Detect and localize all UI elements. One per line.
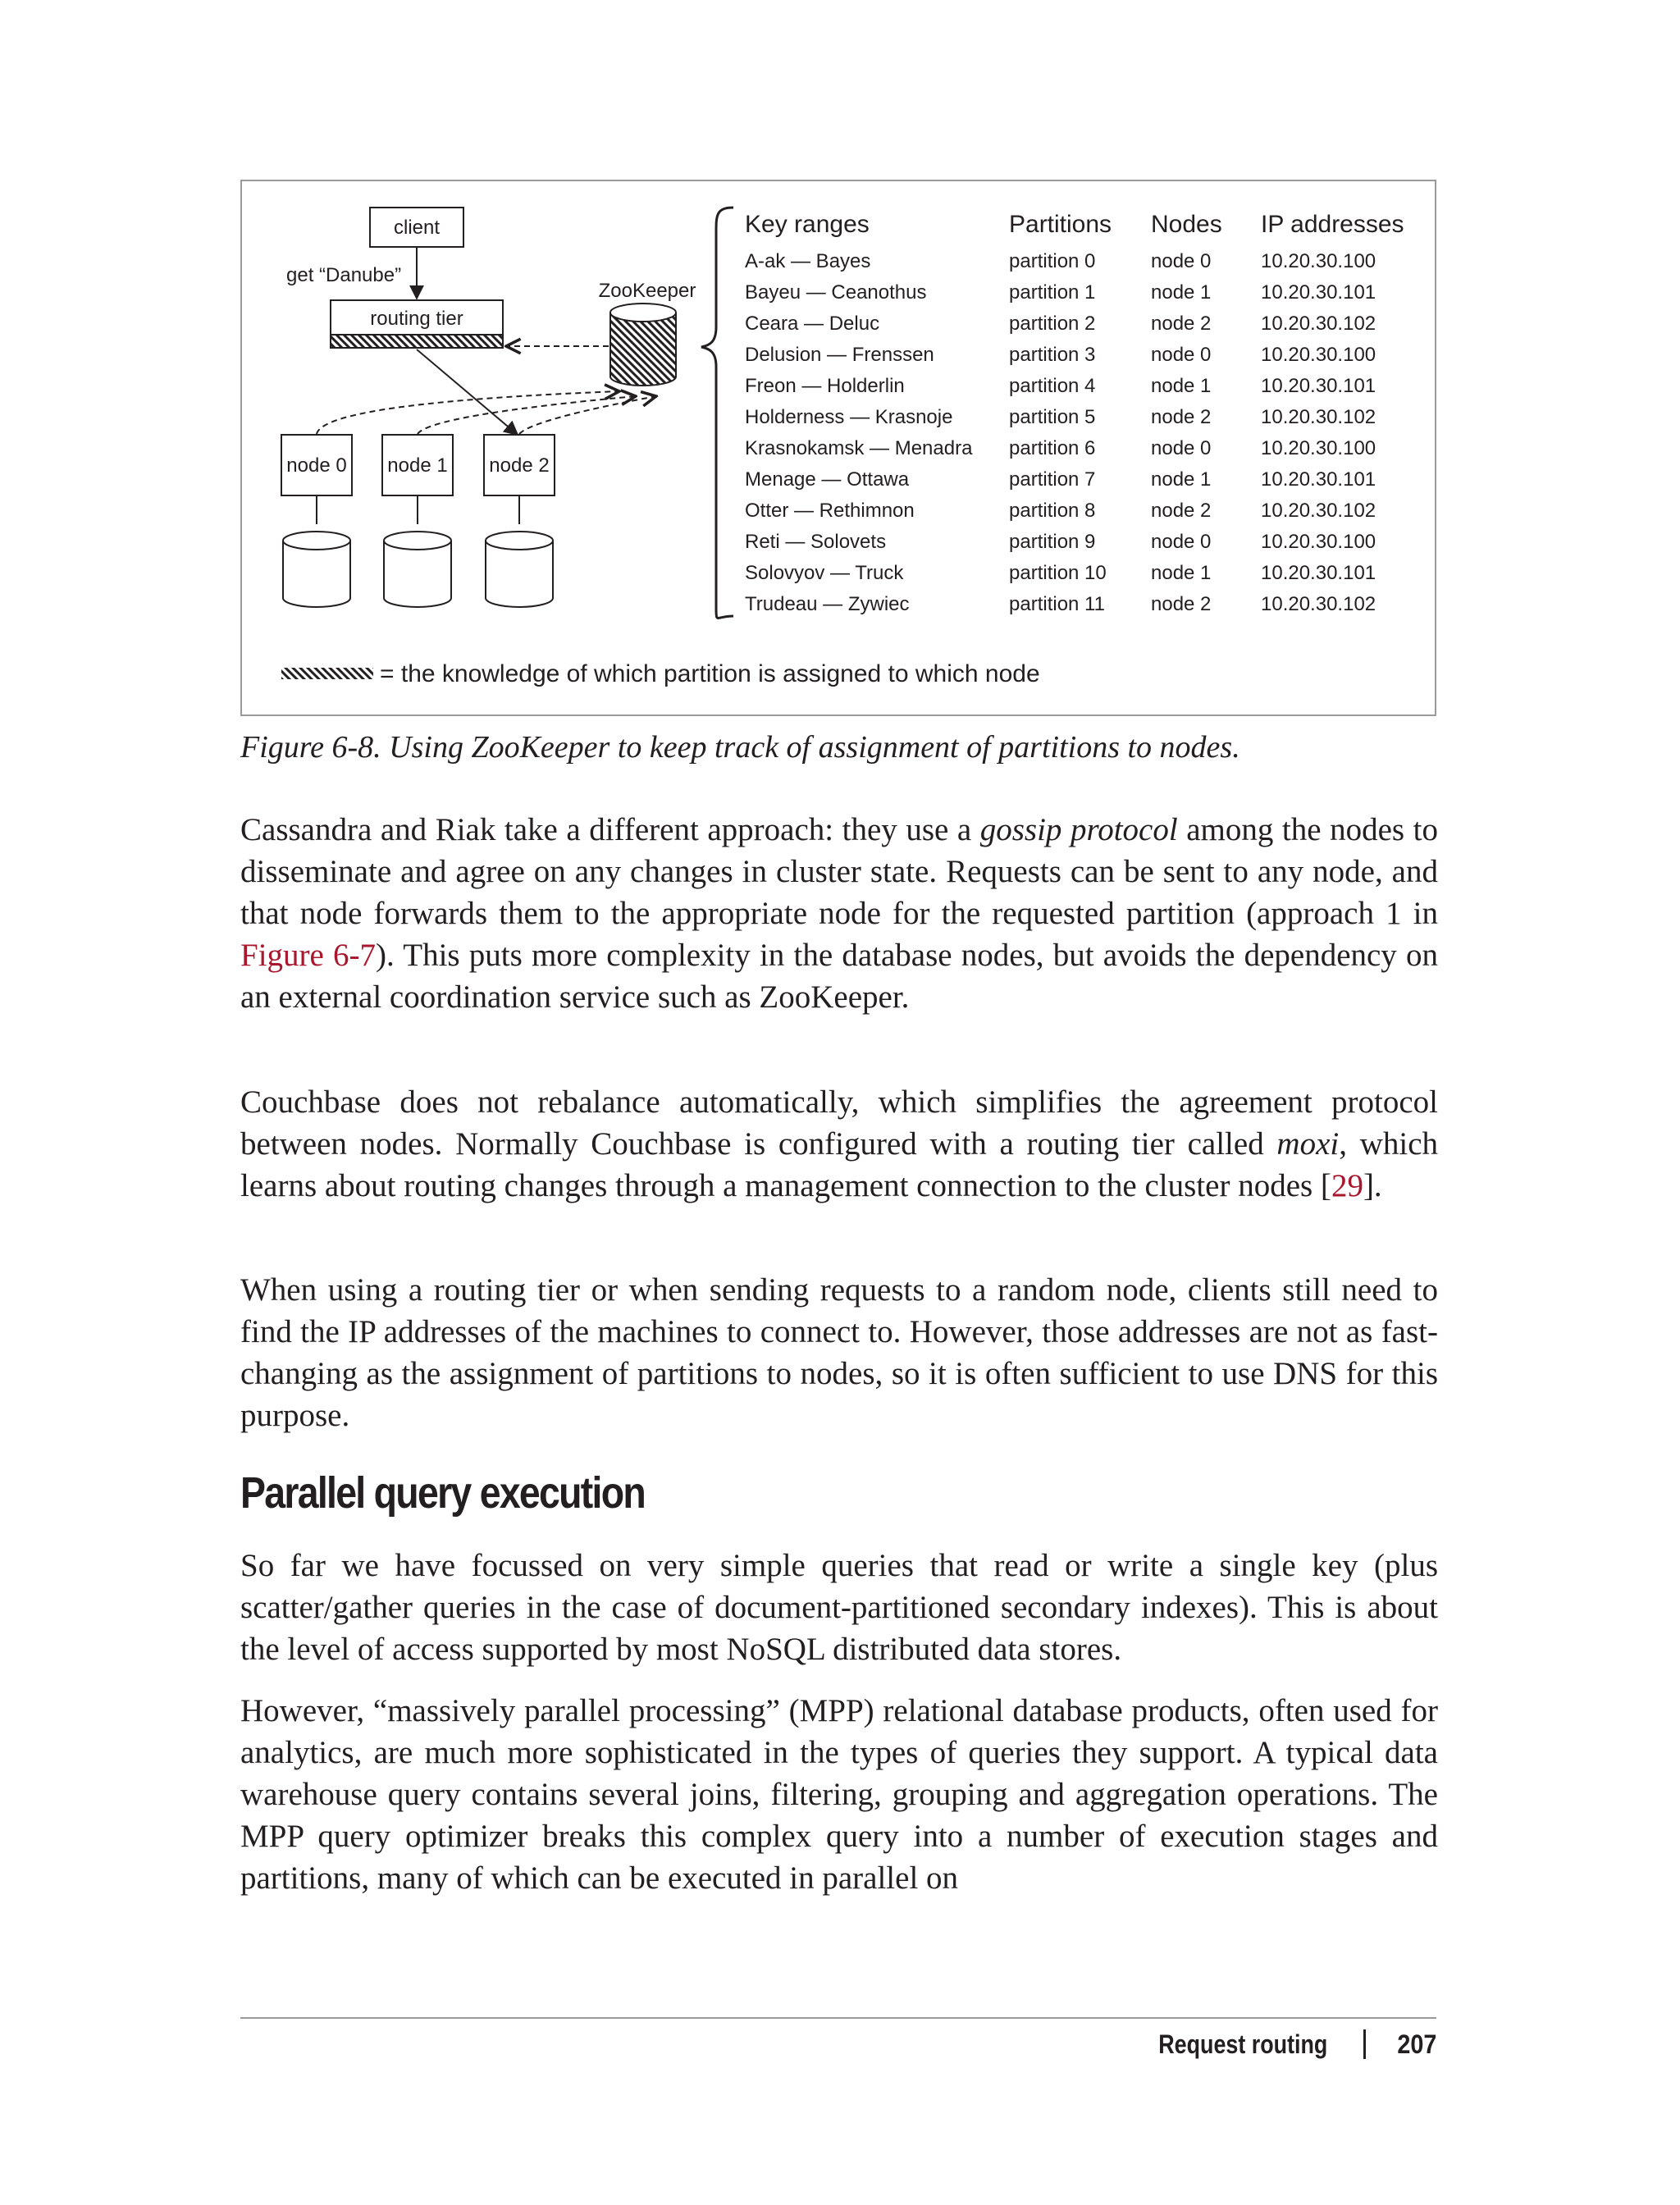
key-range-cell: Ceara — Deluc — [745, 313, 880, 335]
table-brace — [701, 208, 733, 619]
partition-cell: partition 7 — [1009, 468, 1096, 491]
table-row — [745, 531, 1376, 553]
table-row — [745, 250, 1376, 272]
node-cell: node 1 — [1151, 281, 1212, 304]
node-cell: node 1 — [1151, 562, 1212, 584]
key-range-cell: A-ak — Bayes — [745, 250, 871, 272]
key-range-cell: Holderness — Krasnoje — [745, 406, 953, 428]
partition-cell: partition 1 — [1009, 281, 1096, 304]
node-cell: node 2 — [1151, 313, 1212, 335]
node2-to-zookeeper-arrow — [519, 396, 656, 434]
table-row — [745, 500, 1376, 522]
paragraph-simple-queries: So far we have focussed on very simple queries that read or write a single key (plus scatter/gather queries in the case of document-partitioned secondary indexes). This is about the level of access supported by most NoSQL distributed data stores. — [240, 1548, 1438, 1667]
header-nodes: Nodes — [1151, 211, 1222, 238]
term-moxi: moxi — [1276, 1126, 1340, 1162]
paragraph-gossip: Cassandra and Riak take a different approach: they use a gossip protocol among the nodes to disseminate and agree on any changes in cluster state. Requests can be sent to any node, and that node forwards them to the appropriate node for the requested partition (approach 1 in Figure 6-7). This puts more complexity in the database nodes, but avoids the dependency on an external coordination service such as ZooKeeper. — [240, 812, 1439, 1015]
partition-cell: partition 10 — [1009, 562, 1107, 584]
partition-cell: partition 8 — [1009, 500, 1096, 522]
ip-cell: 10.20.30.102 — [1261, 593, 1376, 615]
partition-cell: partition 4 — [1009, 375, 1096, 397]
node-cell: node 0 — [1151, 531, 1212, 553]
figure-frame — [240, 180, 1436, 716]
header-key-ranges: Key ranges — [745, 211, 870, 238]
routing-tier-label: routing tier — [370, 308, 463, 330]
table-row — [745, 468, 1376, 491]
partition-cell: partition 6 — [1009, 437, 1096, 459]
zookeeper-routing-diagram — [242, 181, 1438, 718]
figure-caption: Figure 6-8. Using ZooKeeper to keep track of assignment of partitions to nodes. — [240, 730, 1240, 765]
ip-cell: 10.20.30.101 — [1261, 375, 1376, 397]
paragraph-couchbase: Couchbase does not rebalance automatically, which simplifies the agreement protocol between nodes. Normally Couchbase is configured with a routing tier called moxi, which learns about routing changes through a management connection to the cluster nodes [29]. — [240, 1084, 1439, 1203]
node0-to-zookeeper-arrow — [317, 391, 619, 434]
routing-tier-knowledge-hatch — [331, 335, 503, 348]
page-number: 207 — [1396, 2029, 1436, 2059]
node-cell: node 2 — [1151, 593, 1212, 615]
partition-cell: partition 3 — [1009, 344, 1096, 366]
paragraph-mpp: However, “massively parallel processing” (MPP) relational database products, often used for analytics, are much more sophisticated in the types of queries they support. A typical data warehouse query contains several joins, filtering, grouping and aggregation operations. The MPP query optimizer breaks this complex query into a number of execution stages and partitions, many of which can be executed in parallel on — [240, 1693, 1438, 1896]
key-range-cell: Otter — Rethimnon — [745, 500, 915, 522]
ip-cell: 10.20.30.101 — [1261, 281, 1376, 304]
ip-cell: 10.20.30.102 — [1261, 500, 1376, 522]
paragraph-dns: When using a routing tier or when sending requests to a random node, clients still need to find the IP addresses of the machines to connect to. However, those addresses are not as fast-changing as the assignment of partitions to nodes, so it is often sufficient to use DNS for this purpose. — [240, 1272, 1438, 1433]
node-0-database-icon — [283, 532, 350, 607]
key-range-cell: Trudeau — Zywiec — [745, 593, 910, 615]
table-row — [745, 313, 1376, 335]
reference-29-link[interactable]: 29 — [1331, 1168, 1363, 1203]
partition-table-header — [745, 211, 1404, 238]
node-1-database-icon — [384, 532, 451, 607]
node-cell: node 2 — [1151, 406, 1212, 428]
node-cell: node 2 — [1151, 500, 1212, 522]
node-0 — [281, 435, 352, 607]
key-range-cell: Freon — Holderlin — [745, 375, 905, 397]
legend-hatch-swatch — [281, 668, 373, 679]
ip-cell: 10.20.30.101 — [1261, 468, 1376, 491]
table-row — [745, 437, 1376, 459]
legend-text: = the knowledge of which partition is assigned to which node — [380, 660, 1040, 687]
node-2 — [484, 435, 555, 607]
term-gossip-protocol: gossip protocol — [979, 812, 1178, 847]
ip-cell: 10.20.30.102 — [1261, 313, 1376, 335]
ip-cell: 10.20.30.102 — [1261, 406, 1376, 428]
ip-cell: 10.20.30.101 — [1261, 562, 1376, 584]
section-heading: Parallel query execution — [240, 1468, 646, 1518]
header-ip-addresses: IP addresses — [1261, 211, 1404, 238]
header-partitions: Partitions — [1009, 211, 1112, 238]
ip-cell: 10.20.30.100 — [1261, 344, 1376, 366]
client-label: client — [393, 217, 441, 239]
node-0-label: node 0 — [286, 454, 347, 477]
zookeeper-label: ZooKeeper — [598, 280, 696, 302]
table-row — [745, 281, 1376, 304]
table-row — [745, 562, 1376, 584]
routing-to-node2-arrow — [417, 349, 518, 435]
key-range-cell: Bayeu — Ceanothus — [745, 281, 927, 304]
key-range-cell: Solovyov — Truck — [745, 562, 904, 584]
ip-cell: 10.20.30.100 — [1261, 437, 1376, 459]
figure-6-7-link[interactable]: Figure 6-7 — [240, 938, 377, 973]
key-range-cell: Krasnokamsk — Menadra — [745, 437, 973, 459]
table-row — [745, 593, 1376, 615]
ip-cell: 10.20.30.100 — [1261, 250, 1376, 272]
node-1-label: node 1 — [387, 454, 448, 477]
node-cell: node 1 — [1151, 375, 1212, 397]
table-row — [745, 406, 1376, 428]
partition-cell: partition 9 — [1009, 531, 1096, 553]
ip-cell: 10.20.30.100 — [1261, 531, 1376, 553]
partition-cell: partition 11 — [1009, 593, 1105, 615]
footer-rule — [240, 2017, 1436, 2019]
node-cell: node 1 — [1151, 468, 1212, 491]
node-cell: node 0 — [1151, 250, 1212, 272]
node-cell: node 0 — [1151, 437, 1212, 459]
table-row — [745, 375, 1376, 397]
partition-cell: partition 2 — [1009, 313, 1096, 335]
zookeeper-cylinder-icon — [610, 304, 676, 386]
footer-separator — [1363, 2029, 1366, 2059]
footer-section-title: Request routing — [1157, 2029, 1327, 2059]
partition-table-rows — [745, 250, 1376, 615]
partition-cell: partition 0 — [1009, 250, 1096, 272]
node-cell: node 0 — [1151, 344, 1212, 366]
node-2-label: node 2 — [489, 454, 550, 477]
key-range-cell: Menage — Ottawa — [745, 468, 910, 491]
table-row — [745, 344, 1376, 366]
node-2-database-icon — [486, 532, 553, 607]
partition-cell: partition 5 — [1009, 406, 1096, 428]
key-range-cell: Reti — Solovets — [745, 531, 887, 553]
key-range-cell: Delusion — Frenssen — [745, 344, 934, 366]
node-1 — [382, 435, 453, 607]
request-label: get “Danube” — [286, 264, 402, 286]
